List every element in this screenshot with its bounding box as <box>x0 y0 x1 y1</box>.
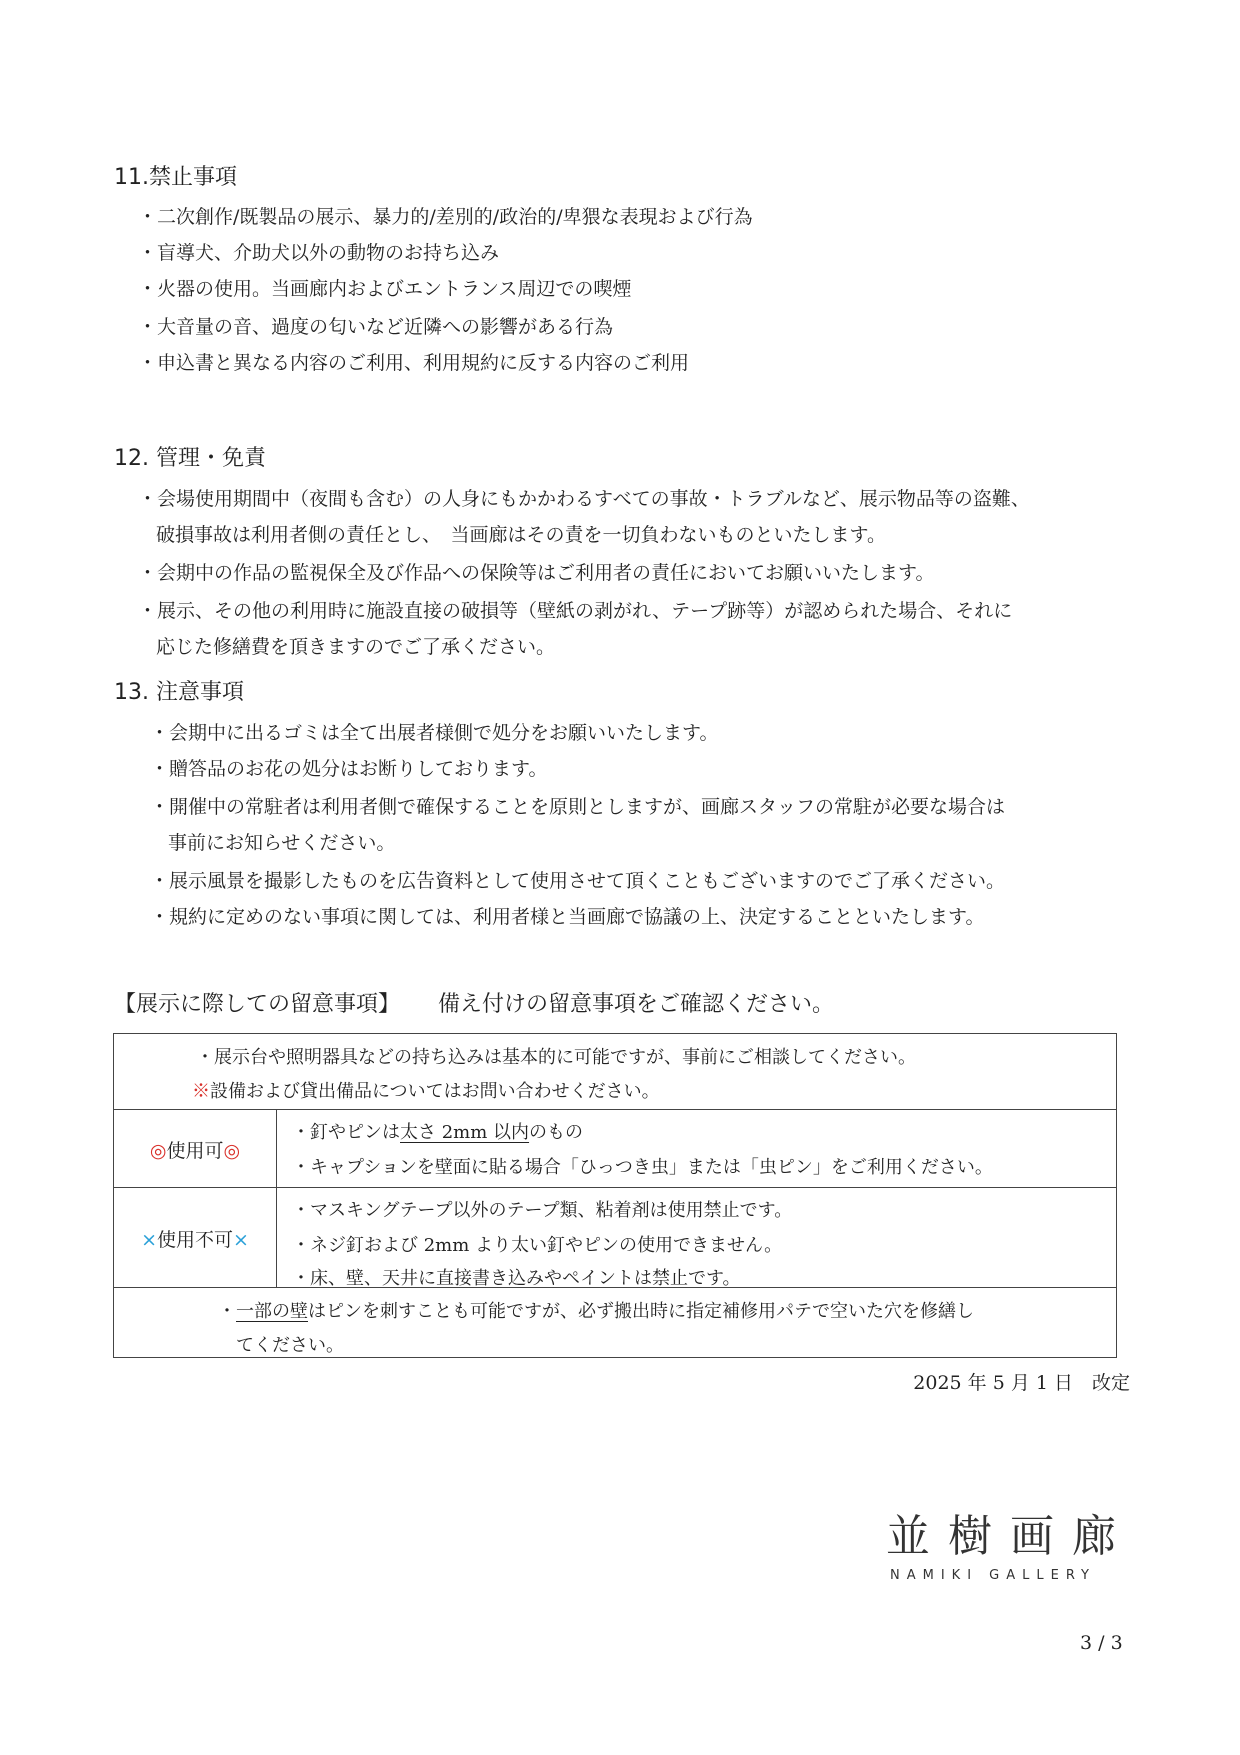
usable-label-text: 使用可 <box>166 1140 224 1162</box>
section-12-title: 12. 管理・免責 <box>114 446 266 471</box>
not-usable-line: ・マスキングテープ以外のテープ類、粘着剤は使用禁止です。 <box>292 1200 793 1221</box>
notes-bottom-text: はピンを刺すことも可能ですが、必ず搬出時に指定補修用パテで空いた穴を修繕し <box>308 1301 974 1322</box>
section-11-item: ・盲導犬、介助犬以外の動物のお持ち込み <box>138 242 500 264</box>
notes-bottom-line-1 <box>218 1297 974 1323</box>
table-column-divider <box>276 1109 277 1187</box>
table-column-divider <box>276 1187 277 1287</box>
section-11-item: ・申込書と異なる内容のご利用、利用規約に反する内容のご利用 <box>138 352 690 374</box>
usable-line-1-post: のもの <box>529 1122 584 1143</box>
section-13-line: ・規約に定めのない事項に関しては、利用者様と当画廊で協議の上、決定することといたします。 <box>150 906 985 928</box>
notes-top-line-1: ・展示台や照明器具などの持ち込みは基本的に可能ですが、事前にご相談してください。 <box>196 1047 916 1068</box>
section-11-item: ・火器の使用。当画廊内およびエントランス周辺での喫煙 <box>138 278 632 300</box>
section-13-title: 13. 注意事項 <box>114 680 244 705</box>
table-divider <box>114 1187 1116 1188</box>
table-divider <box>114 1287 1116 1288</box>
not-usable-label <box>114 1225 276 1252</box>
notes-title-main: 【展示に際しての留意事項】 <box>114 992 401 1017</box>
usable-line-1-pre: ・釘やピンは <box>292 1122 400 1143</box>
usable-line-1 <box>292 1118 583 1144</box>
cross-icon: × <box>141 1229 157 1251</box>
notes-bottom-underlined: 一部の壁 <box>236 1301 308 1322</box>
section-12-line: ・展示、その他の利用時に施設直接の破損等（壁紙の剥がれ、テープ跡等）が認められた場合、それに <box>138 600 1013 622</box>
section-12-line: ・会期中の作品の監視保全及び作品への保険等はご利用者の責任においてお願いいたします。 <box>138 562 935 584</box>
not-usable-line: ・床、壁、天井に直接書き込みやペイントは禁止です。 <box>292 1268 741 1289</box>
not-usable-label-text: 使用不可 <box>156 1229 233 1251</box>
usable-line-1-underlined: 太さ 2mm 以内 <box>400 1122 530 1143</box>
page-number: 3 / 3 <box>1080 1632 1123 1654</box>
notes-top-line-2 <box>192 1077 660 1103</box>
double-circle-icon: ◎ <box>149 1140 167 1162</box>
notes-title <box>114 987 834 1018</box>
notes-top-line-2-text: 設備および貸出備品についてはお問い合わせください。 <box>210 1081 660 1102</box>
double-circle-icon: ◎ <box>223 1140 241 1162</box>
notes-bottom-bullet: ・ <box>218 1301 236 1322</box>
section-12-line: 破損事故は利用者側の責任とし、 当画廊はその責を一切負わないものといたします。 <box>156 524 886 546</box>
notes-table <box>113 1033 1117 1358</box>
gallery-logo-en: NAMIKI GALLERY <box>890 1568 1096 1583</box>
section-13-line: 事前にお知らせください。 <box>168 832 396 854</box>
section-13-line: ・開催中の常駐者は利用者側で確保することを原則としますが、画廊スタッフの常駐が必要な場合は <box>150 796 1006 818</box>
section-13-line: ・会期中に出るゴミは全て出展者様側で処分をお願いいたします。 <box>150 722 719 744</box>
notes-asterisk-mark: ※ <box>192 1081 210 1102</box>
section-13-line: ・贈答品のお花の処分はお断りしております。 <box>150 758 548 780</box>
usable-label <box>114 1136 276 1163</box>
revision-date: 2025 年 5 月 1 日 改定 <box>913 1372 1130 1394</box>
cross-icon: × <box>233 1229 249 1251</box>
not-usable-line: ・ネジ釘および 2mm より太い釘やピンの使用できません。 <box>292 1235 783 1256</box>
notes-subtitle: 備え付けの留意事項をご確認ください。 <box>438 992 835 1017</box>
section-12-line: ・会場使用期間中（夜間も含む）の人身にもかかわるすべての事故・トラブルなど、展示物品等の盗難、 <box>138 488 1030 510</box>
notes-bottom-line-2: てください。 <box>236 1335 344 1356</box>
section-13-line: ・展示風景を撮影したものを広告資料として使用させて頂くこともございますのでご了承ください。 <box>150 870 1006 892</box>
usable-line-2: ・キャプションを壁面に貼る場合「ひっつき虫」または「虫ピン」をご利用ください。 <box>292 1157 993 1178</box>
section-11-item: ・二次創作/既製品の展示、暴力的/差別的/政治的/卑猥な表現および行為 <box>138 206 753 228</box>
section-12-line: 応じた修繕費を頂きますのでご了承ください。 <box>156 636 556 658</box>
section-11-item: ・大音量の音、過度の匂いなど近隣への影響がある行為 <box>138 316 614 338</box>
section-11-title: 11.禁止事項 <box>114 165 237 190</box>
table-divider <box>114 1109 1116 1110</box>
gallery-logo-jp: 並樹画廊 <box>886 1511 1134 1562</box>
